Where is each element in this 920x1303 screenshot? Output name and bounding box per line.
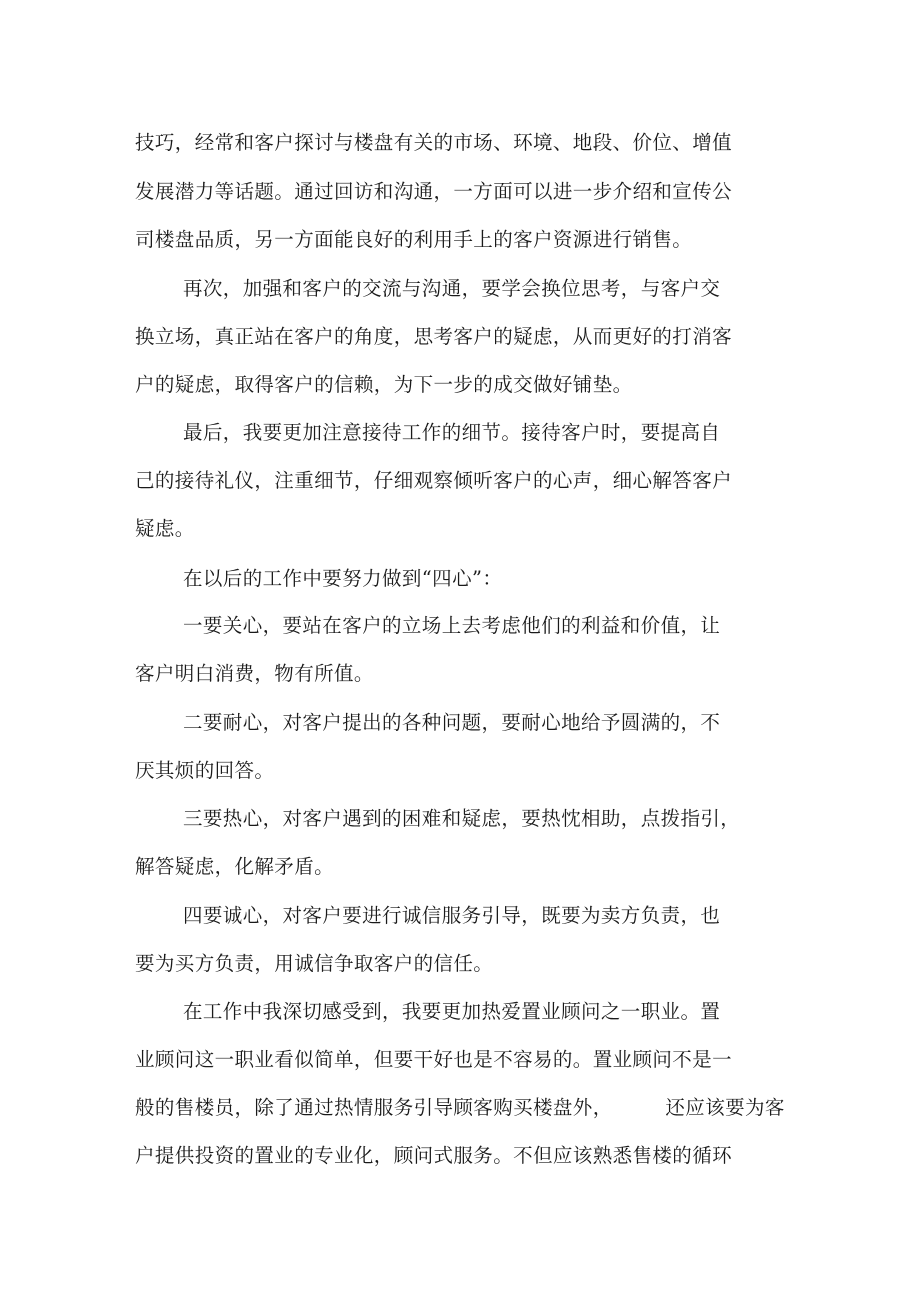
text-line: 三要热心，对客户遇到的困难和疑虑，要热忱相助，点拨指引， [183, 807, 741, 830]
text-line: 要为买方负责，用诚信争取客户的信任。 [135, 952, 494, 975]
text-line: 疑虑。 [135, 517, 195, 540]
text-line: 在以后的工作中要努力做到“四心”： [183, 567, 503, 590]
text-line: 司楼盘品质，另一方面能良好的利用手上的客户资源进行销售。 [135, 228, 693, 251]
text-line: 厌其烦的回答。 [135, 759, 275, 782]
text-line: 解答疑虑，化解矛盾。 [135, 855, 335, 878]
text-line: 一要关心，要站在客户的立场上去考虑他们的利益和价值，让 [183, 614, 721, 637]
text-line: 技巧，经常和客户探讨与楼盘有关的市场、环境、地段、价位、增值 [135, 131, 733, 154]
text-line: 在工作中我深切感受到，我要更加热爱置业顾问之一职业。置 [183, 1000, 721, 1023]
text-line: 业顾问这一职业看似简单，但要干好也是不容易的。置业顾问不是一 [135, 1048, 733, 1071]
text-line: 己的接待礼仪，注重细节，仔细观察倾听客户的心声，细心解答客户 [135, 469, 733, 492]
text-line: 户的疑虑，取得客户的信赖，为下一步的成交做好铺垫。 [135, 373, 633, 396]
text-line: 四要诚心，对客户要进行诚信服务引导，既要为卖方负责，也 [183, 904, 721, 927]
text-line: 换立场，真正站在客户的角度，思考客户的疑虑，从而更好的打消客 [135, 325, 733, 348]
text-line: 发展潜力等话题。通过回访和沟通，一方面可以进一步介绍和宣传公 [135, 180, 733, 203]
text-line: 最后，我要更加注意接待工作的细节。接待客户时，要提高自 [183, 421, 721, 444]
text-line: 二要耐心，对客户提出的各种问题，要耐心地给予圆满的，不 [183, 711, 721, 734]
text-line: 户提供投资的置业的专业化，顾问式服务。不但应该熟悉售楼的循环 [135, 1144, 733, 1167]
text-line: 般的售楼员，除了通过热情服务引导顾客购买楼盘外， 还应该要为客 [135, 1096, 785, 1119]
text-line: 客户明白消费，物有所值。 [135, 662, 374, 685]
text-line: 再次，加强和客户的交流与沟通，要学会换位思考，与客户交 [183, 277, 721, 300]
